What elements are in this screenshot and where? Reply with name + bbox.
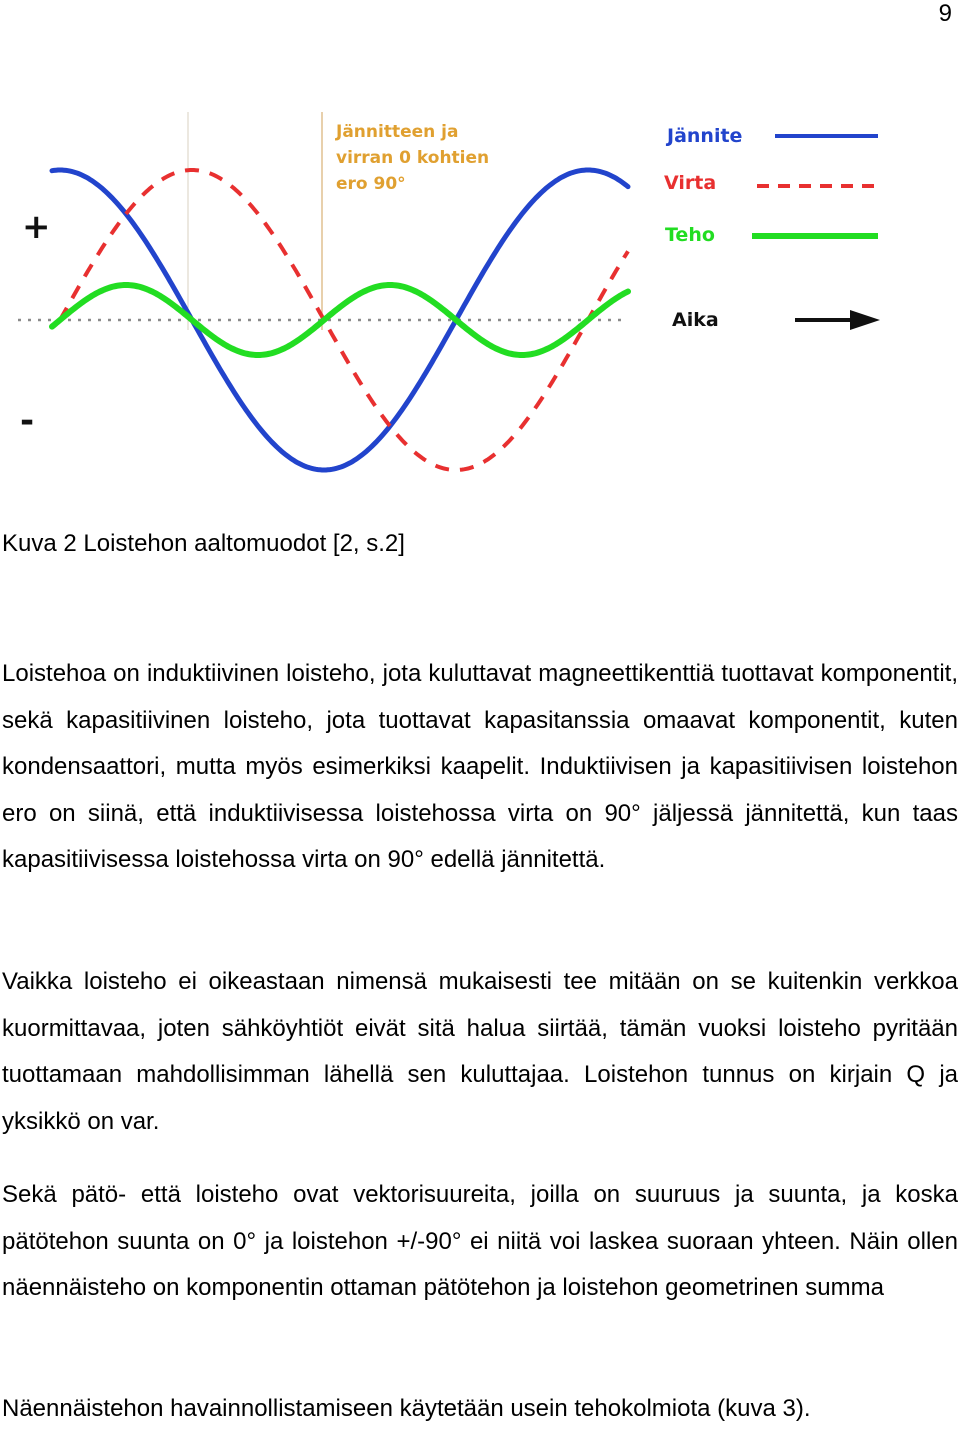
legend-label-current: Virta [664, 172, 717, 194]
page-number: 9 [938, 0, 952, 27]
plus-sign: + [22, 207, 51, 247]
time-label: Aika [672, 309, 719, 331]
paragraph-2: Vaikka loisteho ei oikeastaan nimensä mukaisesti tee mitään on se kuitenkin verkkoa kuormittavaa, joten sähköyhtiöt eivät sitä halua siirtää, tämän vuoksi loisteho pyritään tuottamaan mahdollisimman lähellä sen kuluttajaa. Loistehon tunnus on kirjain Q ja yksikkö on var. [2, 968, 958, 1135]
legend-label-voltage: Jännite [667, 125, 743, 147]
annotation-line-1: Jännitteen ja [336, 122, 459, 142]
figure-caption: Kuva 2 Loistehon aaltomuodot [2, s.2] [2, 530, 405, 557]
paragraph-1: Loistehoa on induktiivinen loisteho, jota kuluttavat magneettikenttiä tuottavat komponentit, sekä kapasitiivinen loisteho, jota tuottavat kapasitanssia omaavat komponentit, kuten kondensaattori, mutta myös esimerkiksi kaapelit. Induktiivisen ja kapasitiivisen loistehon ero on siinä, että induktiivisessa loistehossa virta on 90° jäljessä jännitettä, kun taas kapasitiivisessa loistehossa virta on 90° edellä jännitettä. [2, 660, 958, 873]
annotation-line-3: ero 90° [336, 174, 406, 194]
annotation-line-2: virran 0 kohtien [336, 148, 490, 168]
paragraph-3: Sekä pätö- että loisteho ovat vektorisuureita, joilla on suuruus ja suunta, ja koska pätötehon suunta on 0° ja loistehon +/-90° ei niitä voi laskea suoraan yhteen. Näin ollen näennäisteho on komponentin ottaman pätötehon ja loistehon geometrinen summa [2, 1181, 958, 1301]
minus-sign: - [20, 401, 35, 441]
legend-label-power: Teho [665, 224, 715, 246]
time-arrow-icon [850, 310, 880, 330]
paragraph-4: Näennäistehon havainnollistamiseen käytetään usein tehokolmiota (kuva 3). [2, 1395, 811, 1422]
waveform-figure [0, 100, 960, 490]
current-wave [60, 170, 628, 470]
